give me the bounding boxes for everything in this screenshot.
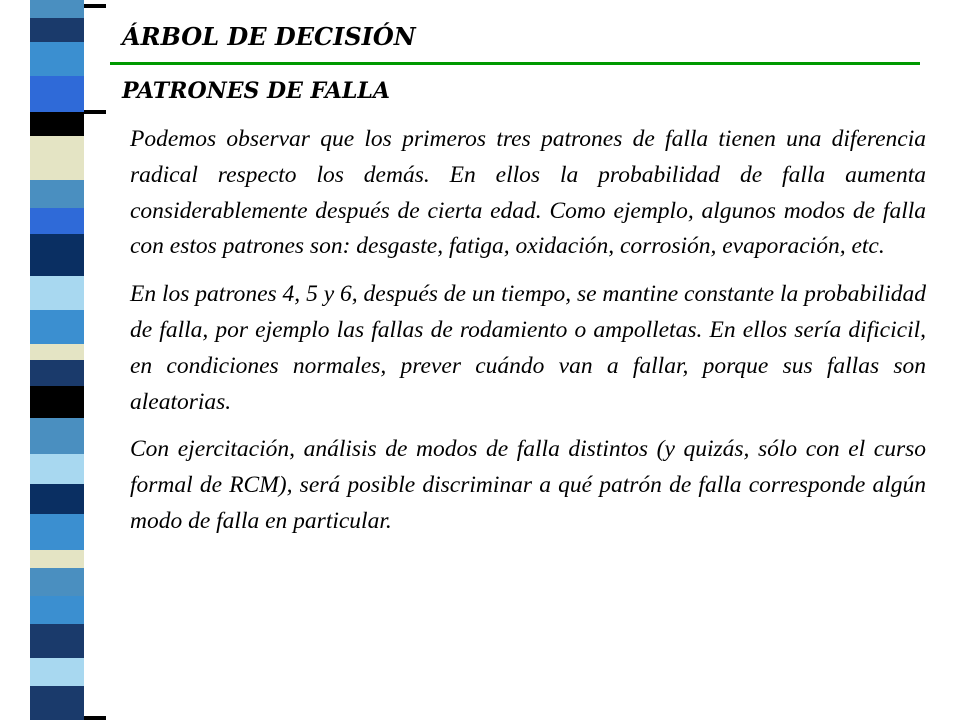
strip-block xyxy=(30,18,84,42)
strip-shadow-notch xyxy=(84,4,106,8)
strip-block xyxy=(30,42,84,76)
strip-block xyxy=(30,418,84,454)
strip-shadow-notch xyxy=(84,110,106,114)
strip-block xyxy=(30,208,84,234)
strip-block xyxy=(30,180,84,208)
strip-block xyxy=(30,514,84,550)
strip-block xyxy=(30,596,84,624)
strip-block xyxy=(30,686,84,720)
strip-block xyxy=(30,136,84,180)
strip-block xyxy=(30,454,84,484)
strip-block xyxy=(30,484,84,514)
paragraph-2: En los patrones 4, 5 y 6, después de un tiempo, se mantine constante la probabilidad de falla, por ejemplo las fallas de rodamiento o ampolletas. En ellos sería dificicil, en condiciones normales, prever cuándo van a fallar, porque sus fallas son aleatorias. xyxy=(130,281,926,415)
slide-body xyxy=(130,122,926,552)
strip-block xyxy=(30,234,84,276)
strip-block xyxy=(30,658,84,686)
title-divider xyxy=(110,62,920,65)
strip-block xyxy=(30,76,84,112)
strip-block xyxy=(30,310,84,344)
strip-block xyxy=(30,568,84,596)
strip-shadow xyxy=(84,0,108,720)
decorative-side-strip xyxy=(30,0,84,720)
slide-subtitle: PATRONES DE FALLA xyxy=(122,78,390,104)
strip-block xyxy=(30,386,84,418)
strip-block xyxy=(30,276,84,310)
paragraph-1: Podemos observar que los primeros tres patrones de falla tienen una diferencia radical respecto los demás. En ellos la probabilidad de falla aumenta considerablemente después de cierta edad. Como ejemplo, algunos modos de falla con estos patrones son: desgaste, fatiga, oxidación, corrosión, evaporación, etc. xyxy=(130,126,926,260)
strip-shadow-notch xyxy=(84,716,106,720)
strip-block xyxy=(30,112,84,136)
strip-block xyxy=(30,344,84,360)
strip-block xyxy=(30,360,84,386)
strip-block xyxy=(30,624,84,658)
slide-title: ÁRBOL DE DECISIÓN xyxy=(122,22,416,51)
paragraph-3: Con ejercitación, análisis de modos de falla distintos (y quizás, sólo con el curso formal de RCM), será posible discriminar a qué patrón de falla corresponde algún modo de falla en particular. xyxy=(130,436,926,534)
strip-block xyxy=(30,550,84,568)
strip-block xyxy=(30,0,84,18)
